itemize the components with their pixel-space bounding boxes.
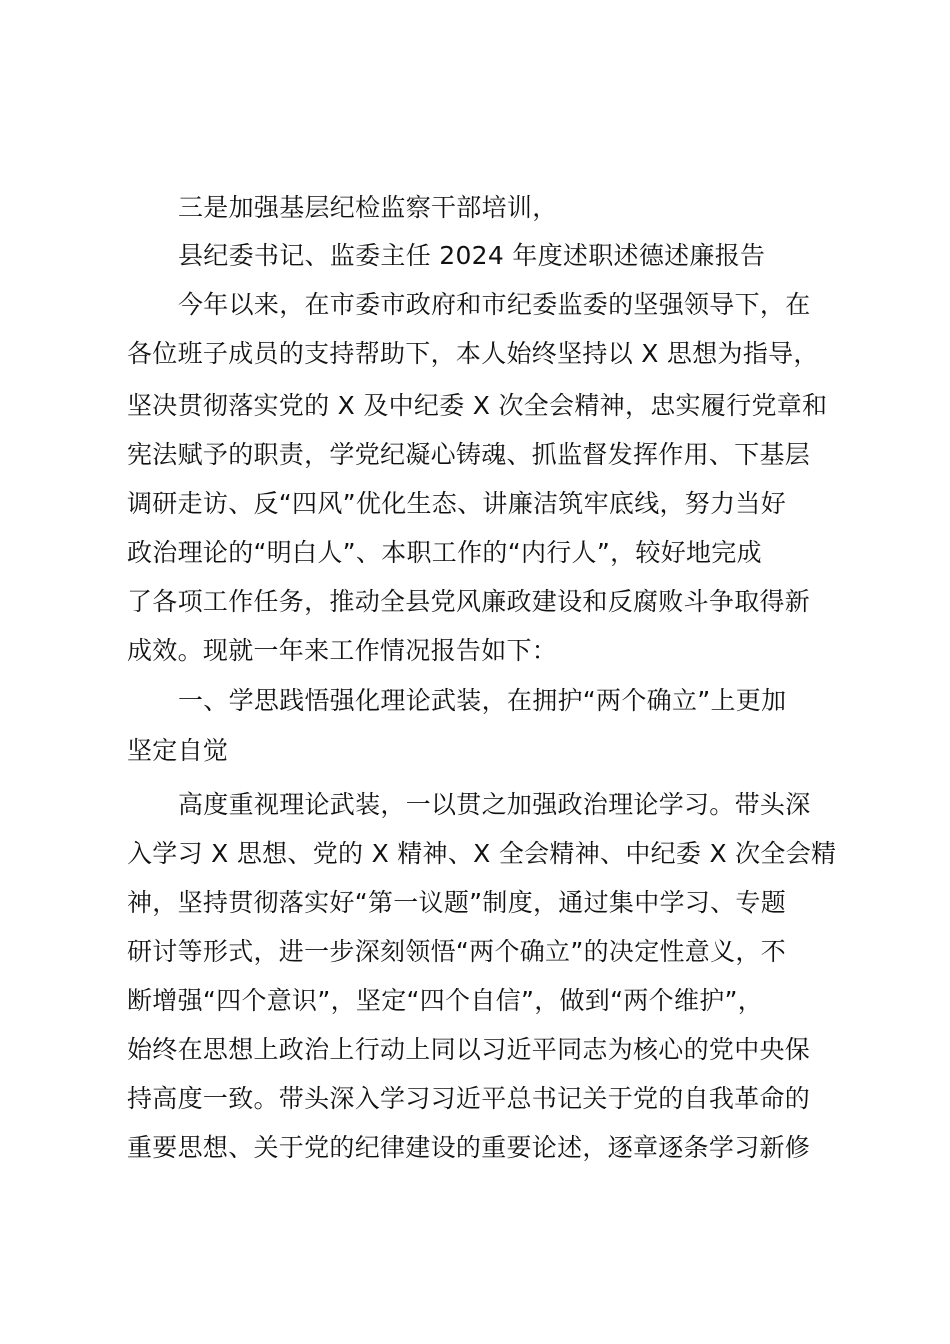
text-line: 神，坚持贯彻落实好“第一议题”制度，通过集中学习、专题 (127, 888, 787, 917)
text-line: 成效。现就一年来工作情况报告如下： (127, 636, 558, 665)
text-line: 政治理论的“明白人”、本职工作的“内行人”，较好地完成 (127, 538, 762, 567)
text-line: 始终在思想上政治上行动上同以习近平同志为核心的党中央保 (127, 1035, 811, 1064)
text-line: 了各项工作任务，推动全县党风廉政建设和反腐败斗争取得新 (127, 587, 811, 616)
text-line: 入学习 X 思想、党的 X 精神、X 全会精神、中纪委 X 次全会精 (127, 839, 837, 868)
text-line: 研讨等形式，进一步深刻领悟“两个确立”的决定性意义，不 (127, 937, 787, 966)
text-line: 高度重视理论武装，一以贯之加强政治理论学习。带头深 (178, 790, 811, 819)
text-line: 重要思想、关于党的纪律建设的重要论述，逐章逐条学习新修 (127, 1133, 811, 1162)
text-line: 调研走访、反“四风”优化生态、讲廉洁筑牢底线，努力当好 (127, 489, 787, 518)
text-line: 持高度一致。带头深入学习习近平总书记关于党的自我革命的 (127, 1084, 811, 1113)
section-heading-continued: 坚定自觉 (127, 736, 229, 765)
text-line: 断增强“四个意识”，坚定“四个自信”，做到“两个维护”， (127, 986, 764, 1015)
text-line: 宪法赋予的职责，学党纪凝心铸魂、抓监督发挥作用、下基层 (127, 440, 811, 469)
report-title: 县纪委书记、监委主任 2024 年度述职述德述廉报告 (178, 241, 766, 270)
text-line: 坚决贯彻落实党的 X 及中纪委 X 次全会精神，忠实履行党章和 (127, 391, 828, 420)
section-heading: 一、学思践悟强化理论武装，在拥护“两个确立”上更加 (178, 686, 787, 715)
text-line: 今年以来，在市委市政府和市纪委监委的坚强领导下，在 (178, 290, 811, 319)
text-line: 各位班子成员的支持帮助下，本人始终坚持以 X 思想为指导， (127, 339, 819, 368)
text-line: 三是加强基层纪检监察干部培训， (178, 193, 558, 222)
